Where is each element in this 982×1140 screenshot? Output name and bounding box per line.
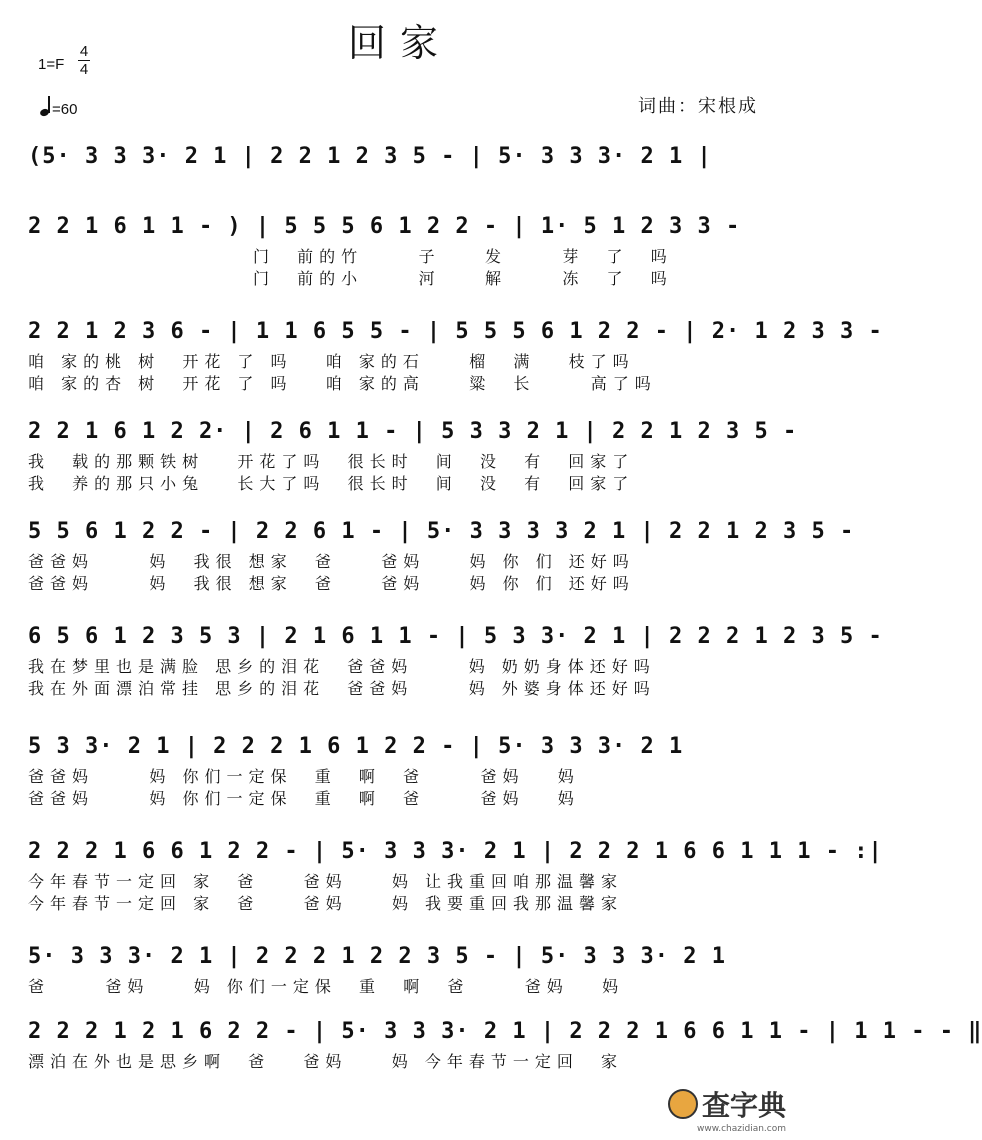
lyric-line: 门 前的小 河 解 冻 了 吗 bbox=[253, 269, 673, 288]
score-system bbox=[28, 730, 778, 810]
lyric-line: 爸爸妈 妈 我很 想家 爸 爸妈 妈 你 们 还好吗 bbox=[28, 574, 635, 593]
lyric-line: 爸爸妈 妈 你们一定保 重 啊 爸 爸妈 妈 bbox=[28, 789, 580, 808]
notation-line: 2 2 2 1 6 6 1 2 2 - | 5· 3 3 3· 2 1 | 2 2 2 1 6 6 1 1 1 - :| bbox=[28, 839, 883, 864]
time-top: 4 bbox=[79, 43, 89, 60]
watermark-url: www.chazidian.com bbox=[696, 1124, 786, 1134]
time-bottom: 4 bbox=[79, 61, 89, 78]
lyric-line: 门 前的竹 子 发 芽 了 吗 bbox=[253, 247, 673, 266]
lyric-line: 我 载的那颗铁树 开花了吗 很长时 间 没 有 回家了 bbox=[28, 452, 635, 471]
lyric-line: 我在外面漂泊常挂 思乡的泪花 爸爸妈 妈 外婆身体还好吗 bbox=[28, 679, 656, 698]
lyric-line: 爸 爸妈 妈 你们一定保 重 啊 爸 爸妈 妈 bbox=[28, 977, 625, 996]
score-system bbox=[28, 1015, 982, 1073]
notation-line: (5· 3 3 3· 2 1 | 2 2 1 2 3 5 - | 5· 3 3 3· 2 1 | bbox=[28, 144, 712, 169]
lyric-line: 我在梦里也是满脸 思乡的泪花 爸爸妈 妈 奶奶身体还好吗 bbox=[28, 657, 656, 676]
score-system bbox=[28, 620, 883, 700]
lyric-line: 咱 家的桃 树 开花 了 吗 咱 家的石 榴 满 枝了吗 bbox=[28, 352, 635, 371]
score-system bbox=[28, 515, 855, 595]
song-title: 回家 bbox=[347, 21, 452, 65]
notation-line: 2 2 1 6 1 2 2· | 2 6 1 1 - | 5 3 3 2 1 | 2 2 1 2 3 5 - bbox=[28, 419, 798, 444]
lyric-line: 今年春节一定回 家 爸 爸妈 妈 我要重回我那温馨家 bbox=[28, 894, 624, 913]
notation-line: 2 2 1 2 3 6 - | 1 1 6 5 5 - | 5 5 5 6 1 2 2 - | 2· 1 2 3 3 - bbox=[28, 319, 883, 344]
notation-line: 6 5 6 1 2 3 5 3 | 2 1 6 1 1 - | 5 3 3· 2 1 | 2 2 2 1 2 3 5 - bbox=[28, 624, 883, 649]
score-system bbox=[28, 835, 883, 915]
score-system bbox=[28, 415, 798, 495]
key-signature: 1=F bbox=[38, 56, 65, 73]
notation-line: 5· 3 3 3· 2 1 | 2 2 2 1 2 2 3 5 - | 5· 3 3 3· 2 1 bbox=[28, 944, 727, 969]
score-system bbox=[28, 210, 778, 290]
score-system bbox=[28, 140, 778, 176]
notation-line: 2 2 1 6 1 1 - ) | 5 5 5 6 1 2 2 - | 1· 5 1 2 3 3 - bbox=[28, 214, 741, 239]
mascot-icon bbox=[668, 1089, 698, 1119]
score-system bbox=[28, 940, 778, 998]
quarter-note-icon bbox=[40, 96, 52, 116]
time-signature bbox=[78, 44, 90, 77]
watermark-brand: 查字典 bbox=[701, 1089, 786, 1122]
notation-line: 2 2 2 1 2 1 6 2 2 - | 5· 3 3 3· 2 1 | 2 2 2 1 6 6 1 1 - | 1 1 - - ‖ bbox=[28, 1019, 982, 1044]
lyric-line: 我 养的那只小兔 长大了吗 很长时 间 没 有 回家了 bbox=[28, 474, 635, 493]
tempo-value: =60 bbox=[52, 101, 78, 118]
lyric-line: 今年春节一定回 家 爸 爸妈 妈 让我重回咱那温馨家 bbox=[28, 872, 624, 891]
lyric-line: 爸爸妈 妈 你们一定保 重 啊 爸 爸妈 妈 bbox=[28, 767, 580, 786]
watermark bbox=[668, 1084, 786, 1134]
notation-line: 5 5 6 1 2 2 - | 2 2 6 1 - | 5· 3 3 3 3 2 1 | 2 2 1 2 3 5 - bbox=[28, 519, 855, 544]
composer-credit: 词曲：宋根成 bbox=[638, 96, 758, 117]
lyric-line: 爸爸妈 妈 我很 想家 爸 爸妈 妈 你 们 还好吗 bbox=[28, 552, 635, 571]
lyric-line: 咱 家的杏 树 开花 了 吗 咱 家的高 粱 长 高了吗 bbox=[28, 374, 657, 393]
score-system bbox=[28, 315, 883, 395]
tempo-marking bbox=[40, 96, 77, 118]
notation-line: 5 3 3· 2 1 | 2 2 2 1 6 1 2 2 - | 5· 3 3 3· 2 1 bbox=[28, 734, 684, 759]
lyric-line: 漂泊在外也是思乡啊 爸 爸妈 妈 今年春节一定回 家 bbox=[28, 1052, 624, 1071]
